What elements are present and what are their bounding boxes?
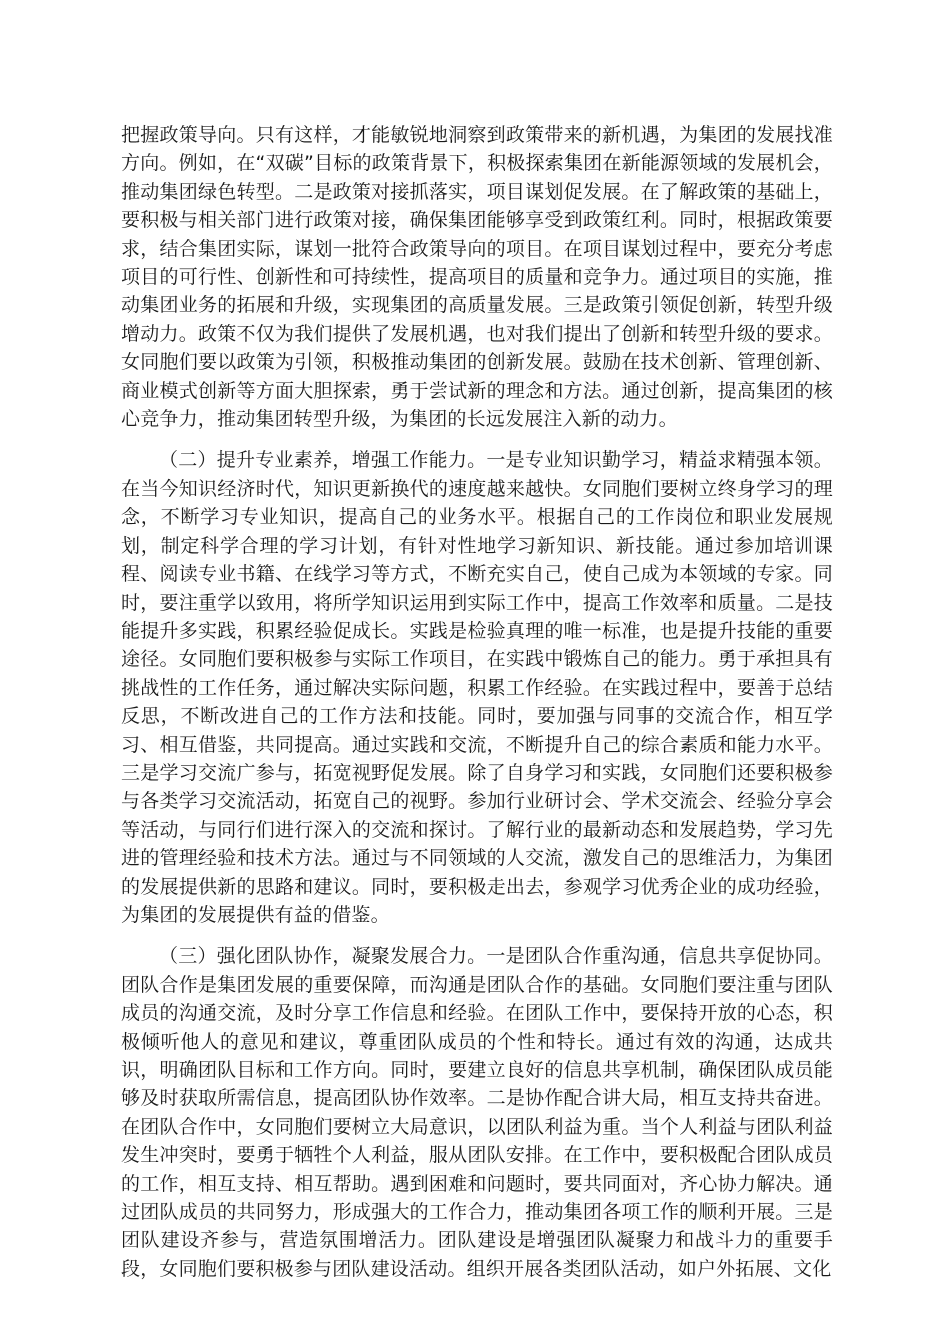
paragraph-team-collaboration: （三）强化团队协作，凝聚发展合力。一是团队合作重沟通，信息共享促协同。团队合作是集团发展的重要保障，而沟通是团队合作的基础。女同胞们要注重与团队成员的沟通交流，及时分享工作信息和经验。在团队工作中，要保持开放的心态，积极倾听他人的意见和建议，尊重团队成员的个性和特长。通过有效的沟通，达成共识，明确团队目标和工作方向。同时，要建立良好的信息共享机制，确保团队成员能够及时获取所需信息，提高团队协作效率。二是协作配合讲大局，相互支持共奋进。在团队合作中，女同胞们要树立大局意识，以团队利益为重。当个人利益与团队利益发生冲突时，要勇于牺牲个人利益，服从团队安排。在工作中，要积极配合团队成员的工作，相互支持、相互帮助。遇到困难和问题时，要共同面对，齐心协力解决。通过团队成员的共同努力，形成强大的工作合力，推动集团各项工作的顺利开展。三是团队建设齐参与，营造氛围增活力。团队建设是增强团队凝聚力和战斗力的重要手段，女同胞们要积极参与团队建设活动。组织开展各类团队活动，如户外拓展、文化 [121, 945, 833, 1280]
document-page [121, 121, 833, 1283]
paragraph-professional-skills: （二）提升专业素养，增强工作能力。一是专业知识勤学习，精益求精强本领。在当今知识经济时代，知识更新换代的速度越来越快。女同胞们要树立终身学习的理念，不断学习专业知识，提高自己的业务水平。根据自己的工作岗位和职业发展规划，制定科学合理的学习计划，有针对性地学习新知识、新技能。通过参加培训课程、阅读专业书籍、在线学习等方式，不断充实自己，使自己成为本领域的专家。同时，要注重学以致用，将所学知识运用到实际工作中，提高工作效率和质量。二是技能提升多实践，积累经验促成长。实践是检验真理的唯一标准，也是提升技能的重要途径。女同胞们要积极参与实际工作项目，在实践中锻炼自己的能力。勇于承担具有挑战性的工作任务，通过解决实际问题，积累工作经验。在实践过程中，要善于总结反思，不断改进自己的工作方法和技能。同时，要加强与同事的交流合作，相互学习、相互借鉴，共同提高。通过实践和交流，不断提升自己的综合素质和能力水平。三是学习交流广参与，拓宽视野促发展。除了自身学习和实践，女同胞们还要积极参与各类学习交流活动，拓宽自己的视野。参加行业研讨会、学术交流会、经验分享会等活动，与同行们进行深入的交流和探讨。了解行业的最新动态和发展趋势，学习先进的管理经验和技术方法。通过与不同领域的人交流，激发自己的思维活力，为集团的发展提供新的思路和建议。同时，要积极走出去，参观学习优秀企业的成功经验，为集团的发展提供有益的借鉴。 [121, 449, 833, 926]
paragraph-policy-continuation: 把握政策导向。只有这样，才能敏锐地洞察到政策带来的新机遇，为集团的发展找准方向。例如，在“双碳”目标的政策背景下，积极探索集团在新能源领域的发展机会，推动集团绿色转型。二是政策对接抓落实，项目谋划促发展。在了解政策的基础上，要积极与相关部门进行政策对接，确保集团能够享受到政策红利。同时，根据政策要求，结合集团实际，谋划一批符合政策导向的项目。在项目谋划过程中，要充分考虑项目的可行性、创新性和可持续性，提高项目的质量和竞争力。通过项目的实施，推动集团业务的拓展和升级，实现集团的高质量发展。三是政策引领促创新，转型升级增动力。政策不仅为我们提供了发展机遇，也对我们提出了创新和转型升级的要求。女同胞们要以政策为引领，积极推动集团的创新发展。鼓励在技术创新、管理创新、商业模式创新等方面大胆探索，勇于尝试新的理念和方法。通过创新，提高集团的核心竞争力，推动集团转型升级，为集团的长远发展注入新的动力。 [121, 124, 833, 431]
